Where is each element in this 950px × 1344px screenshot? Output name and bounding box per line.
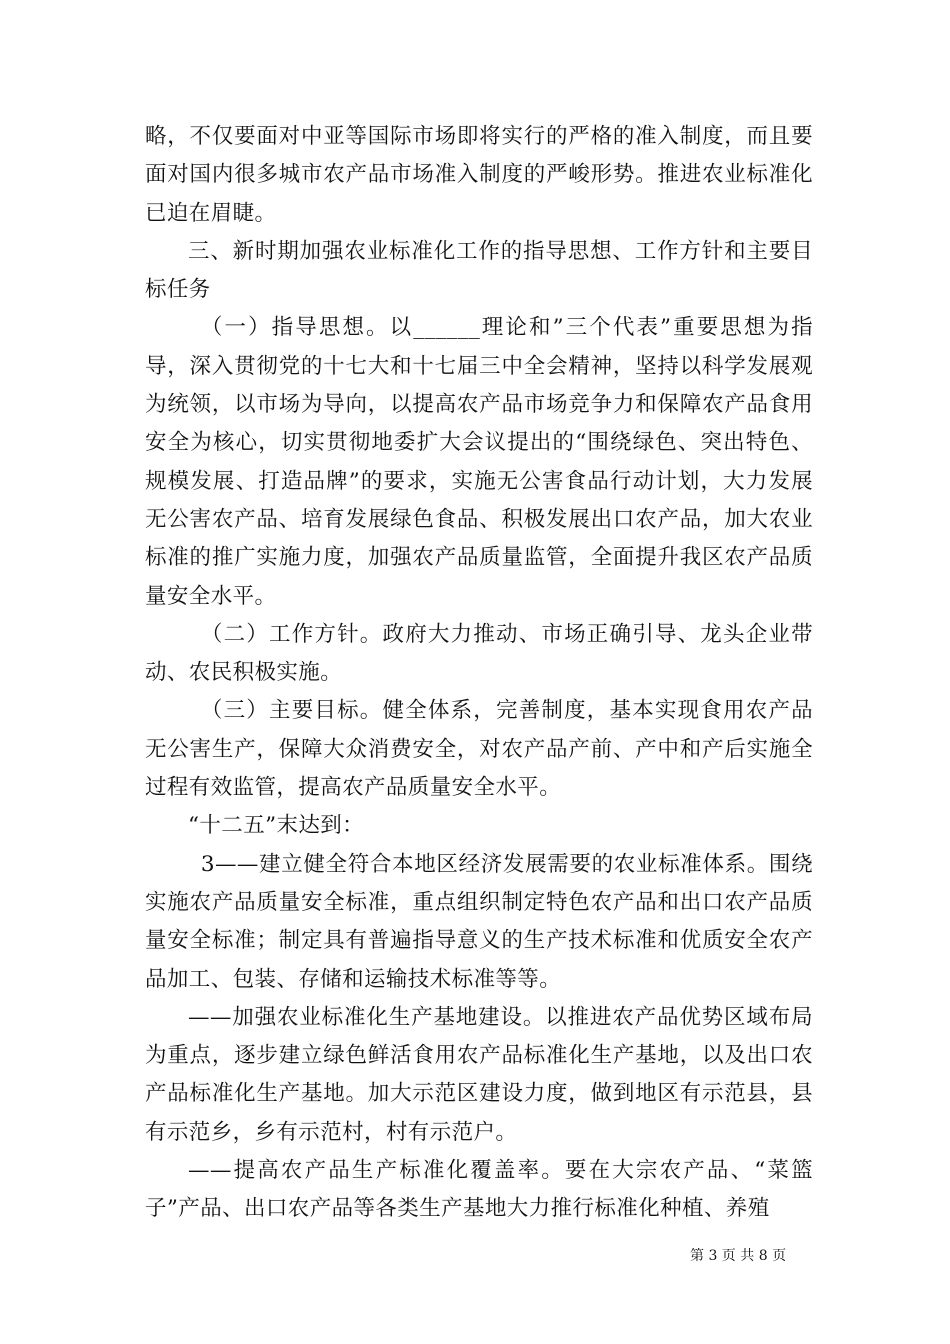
document-body — [145, 118, 813, 1229]
page-number: 第 3 页 共 8 页 — [690, 1248, 787, 1264]
section-heading-three: 三、新时期加强农业标准化工作的指导思想、工作方针和主要目标任务 — [145, 238, 813, 303]
paragraph-guiding-ideology: （一）指导思想。以______理论和”三个代表”重要思想为指导，深入贯彻党的十七大和十七届三中全会精神，坚持以科学发展观为统领，以市场为导向，以提高农产品市场竞争力和保障农产品食用安全为核心，切实贯彻地委扩大会议提出的“围绕绿色、突出特色、规模发展、打造品牌”的要求，实施无公害食品行动计划，大力发展无公害农产品、培育发展绿色食品、积极发展出口农产品，加大农业标准的推广实施力度，加强农产品质量监管，全面提升我区农产品质量安全水平。 — [145, 315, 813, 609]
paragraph-continuation: 略，不仅要面对中亚等国际市场即将实行的严格的准入制度，而且要面对国内很多城市农产品市场准入制度的严峻形势。推进农业标准化已迫在眉睫。 — [145, 124, 813, 226]
paragraph-work-policy: （二）工作方针。政府大力推动、市场正确引导、龙头企业带动、农民积极实施。 — [145, 621, 813, 686]
paragraph-production-base: ——加强农业标准化生产基地建设。以推进农产品优势区域布局为重点，逐步建立绿色鲜活食用农产品标准化生产基地，以及出口农产品标准化生产基地。加大示范区建设力度，做到地区有示范县，县有示范乡，乡有示范村，村有示范户。 — [145, 1004, 813, 1145]
paragraph-main-goals: （三）主要目标。健全体系，完善制度，基本实现食用农产品无公害生产，保障大众消费安全，对农产品产前、产中和产后实施全过程有效监管，提高农产品质量安全水平。 — [145, 698, 813, 801]
paragraph-five-year-target: “十二五”末达到： — [188, 813, 365, 839]
paragraph-coverage-rate: ——提高农产品生产标准化覆盖率。要在大宗农产品、“菜篮子”产品、出口农产品等各类生产基地大力推行标准化种植、养殖 — [145, 1158, 813, 1222]
paragraph-standard-system: 3——建立健全符合本地区经济发展需要的农业标准体系。围绕实施农产品质量安全标准，重点组织制定特色农产品和出口农产品质量安全标准；制定具有普遍指导意义的生产技术标准和优质安全农产品加工、包装、存储和运输技术标准等等。 — [145, 851, 813, 992]
